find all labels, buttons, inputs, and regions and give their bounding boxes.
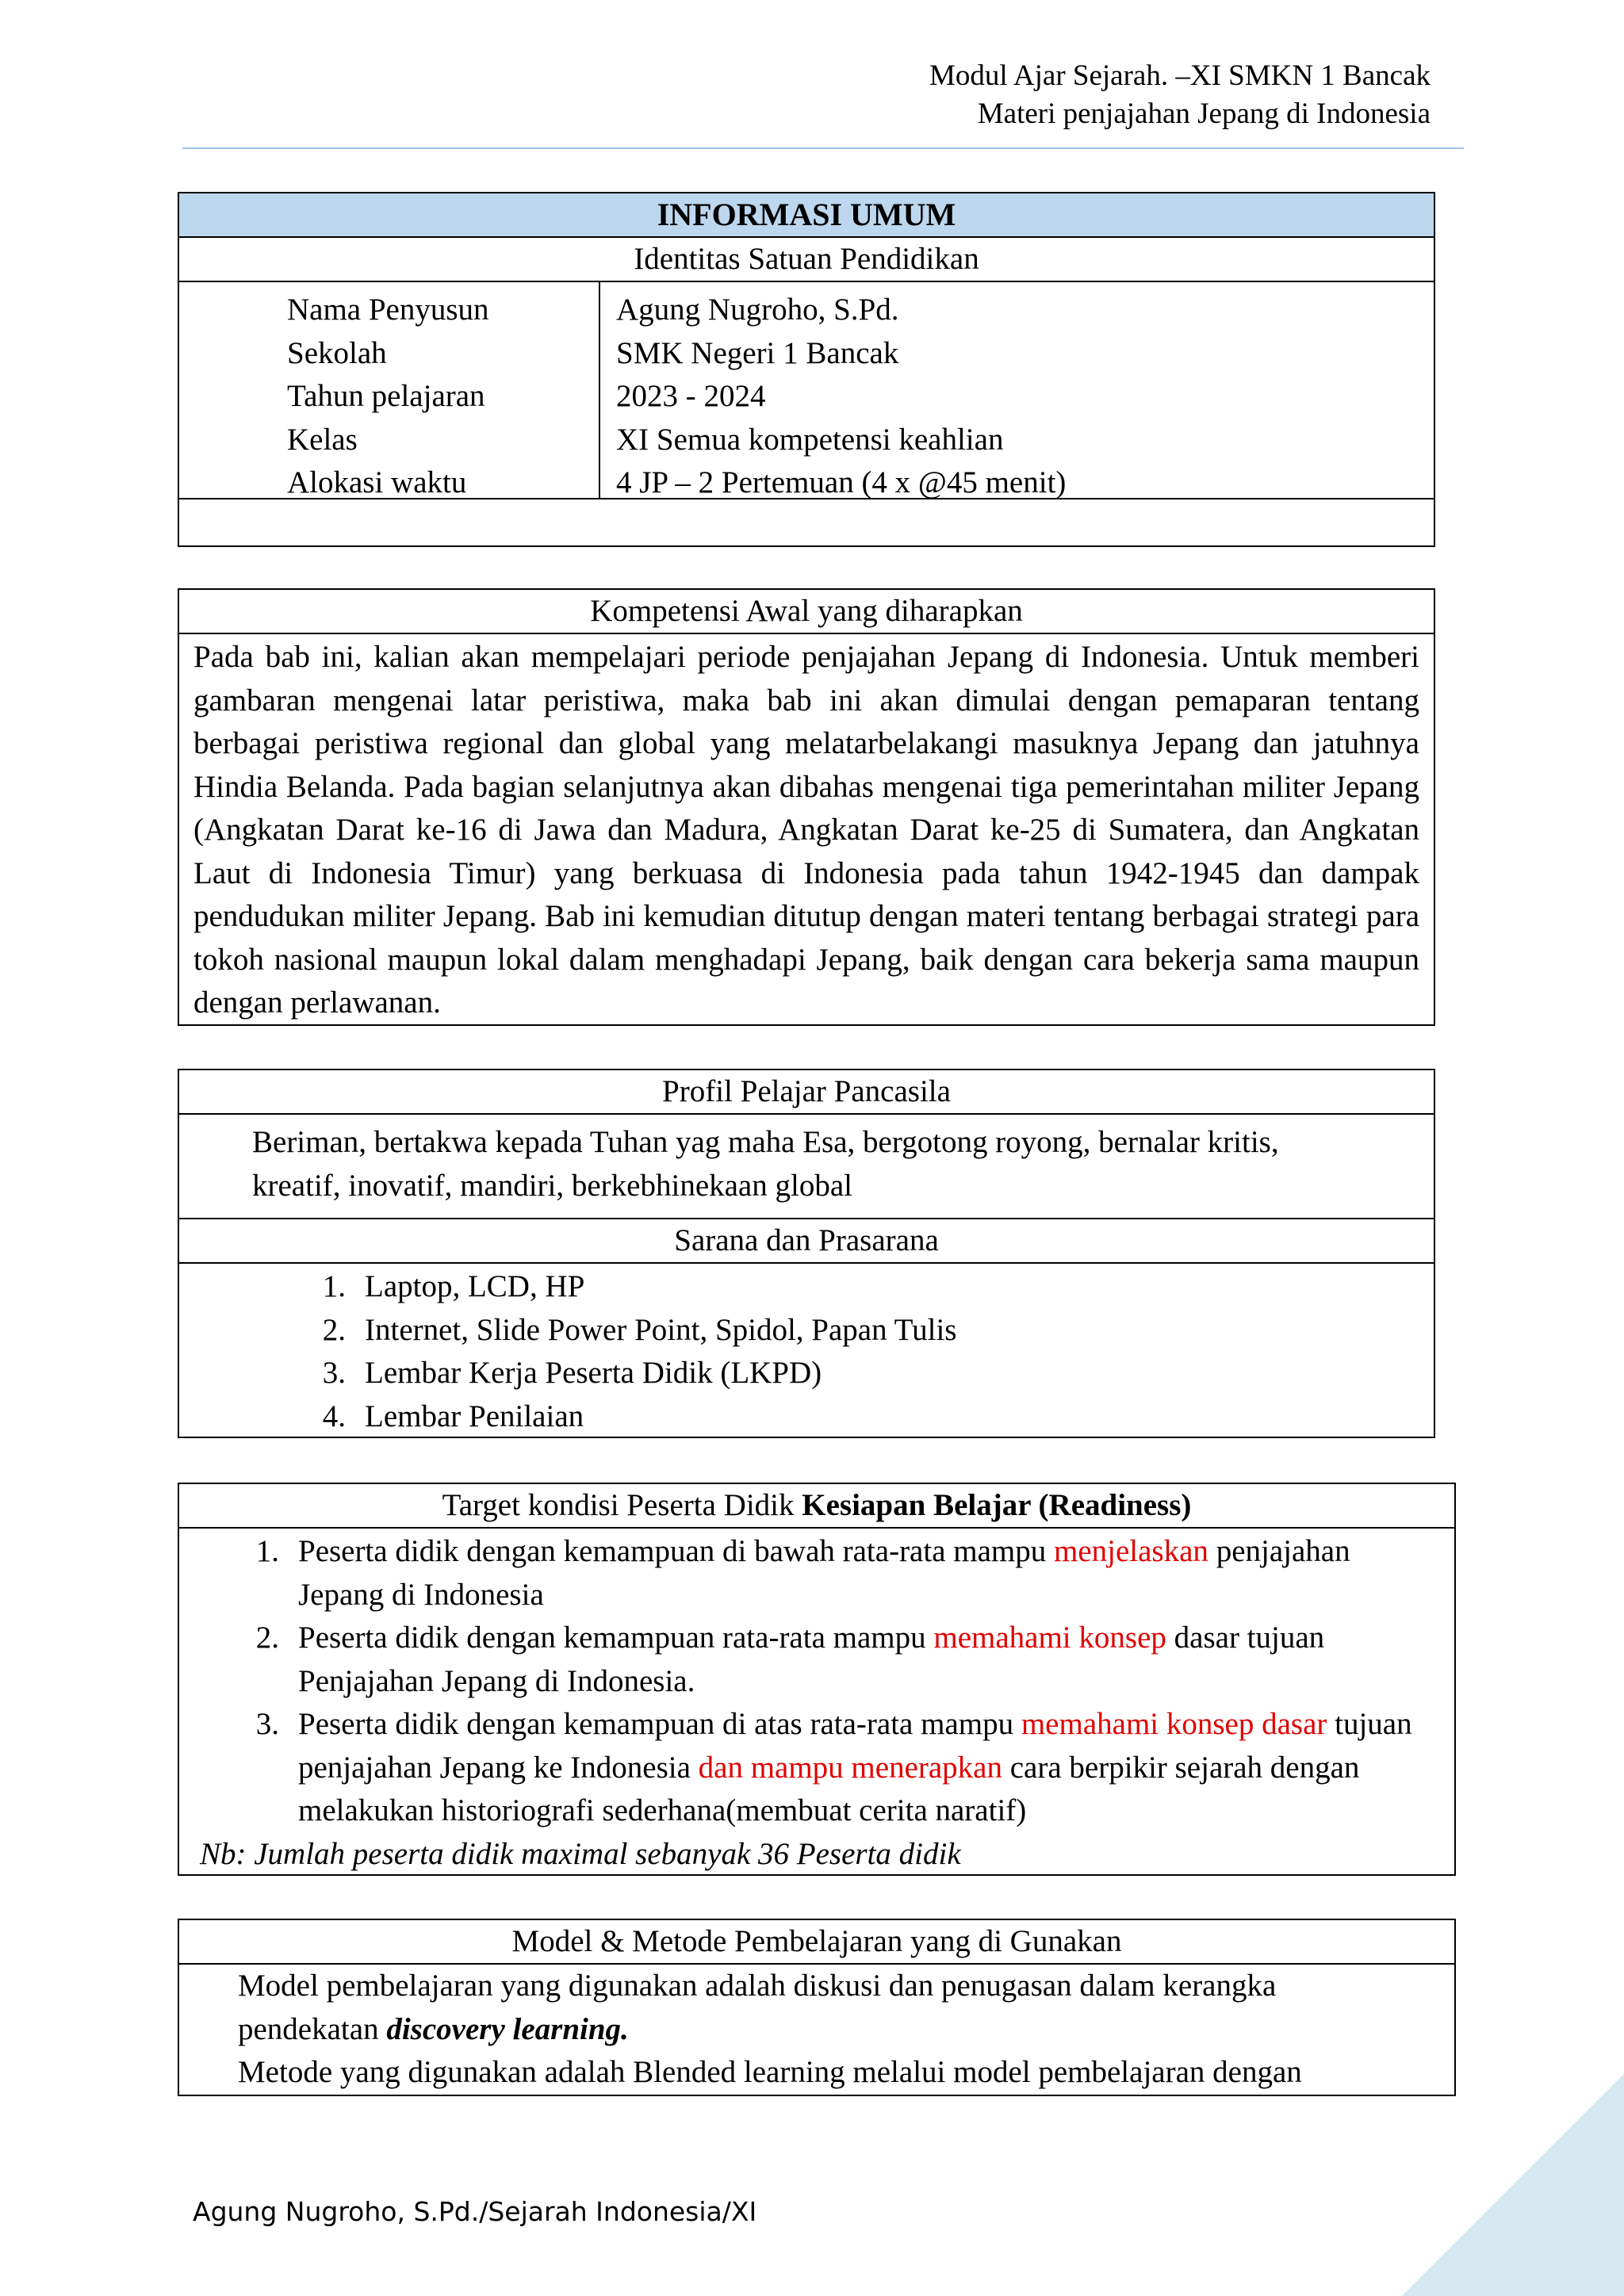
target-kondisi-content bbox=[179, 1529, 1454, 1876]
identitas-labels bbox=[179, 282, 600, 498]
page-header bbox=[929, 57, 1431, 133]
target-kondisi-table bbox=[178, 1483, 1456, 1876]
value-nama-penyusun: Agung Nugroho, S.Pd. bbox=[616, 293, 899, 327]
list-item: 3. Peserta didik dengan kemampuan di atas rata-rata mampu memahami konsep dasar tujuan penjajahan Jepang ke Indonesia dan mampu menerapkan cara berpikir sejarah dengan melakukan historiografi sederhana(membuat cerita naratif) bbox=[255, 1707, 1412, 1827]
label-nama-penyusun: Nama Penyusun bbox=[287, 293, 489, 327]
corner-triangle bbox=[1402, 2074, 1624, 2296]
corner-decoration bbox=[1291, 2058, 1624, 2296]
model-line-2: pendekatan discovery learning. bbox=[238, 2011, 629, 2046]
list-item: 2. Peserta didik dengan kemampuan rata-rata mampu memahami konsep dasar tujuan Penjajahan Jepang di Indonesia. bbox=[255, 1621, 1325, 1698]
value-alokasi-waktu: 4 JP – 2 Pertemuan (4 x @45 menit) bbox=[616, 465, 1067, 499]
label-tahun-pelajaran: Tahun pelajaran bbox=[287, 379, 485, 413]
kompetensi-awal-table bbox=[178, 588, 1435, 1026]
informasi-umum-table bbox=[178, 192, 1435, 547]
identitas-subtitle: Identitas Satuan Pendidikan bbox=[179, 238, 1434, 282]
profil-pelajar-table bbox=[178, 1069, 1435, 1438]
list-item: 4. Lembar Penilaian bbox=[322, 1399, 584, 1433]
sarana-title: Sarana dan Prasarana bbox=[179, 1219, 1434, 1264]
value-tahun-pelajaran: 2023 - 2024 bbox=[616, 379, 766, 413]
list-item: 1. Laptop, LCD, HP bbox=[322, 1269, 585, 1303]
footer-author: Agung Nugroho, S.Pd./Sejarah Indonesia/XI bbox=[193, 2196, 757, 2227]
label-sekolah: Sekolah bbox=[287, 335, 387, 370]
profil-pelajar-title: Profil Pelajar Pancasila bbox=[179, 1070, 1434, 1115]
model-metode-table bbox=[178, 1919, 1456, 2096]
sarana-list bbox=[298, 1265, 1434, 1438]
identitas-rows bbox=[179, 282, 1434, 499]
kompetensi-awal-title: Kompetensi Awal yang diharapkan bbox=[179, 590, 1434, 634]
profil-line-1: Beriman, bertakwa kepada Tuhan yag maha Esa, bergotong royong, bernalar kritis, bbox=[252, 1125, 1279, 1159]
model-line-3: Metode yang digunakan adalah Blended learning melalui model pembelajaran dengan bbox=[238, 2055, 1302, 2089]
model-metode-title: Model & Metode Pembelajaran yang di Gunakan bbox=[179, 1920, 1454, 1965]
label-kelas: Kelas bbox=[287, 422, 358, 457]
value-sekolah: SMK Negeri 1 Bancak bbox=[616, 335, 899, 370]
label-alokasi-waktu: Alokasi waktu bbox=[287, 465, 467, 499]
list-item: 2. Internet, Slide Power Point, Spidol, Papan Tulis bbox=[322, 1312, 957, 1347]
sarana-list-container bbox=[179, 1264, 1434, 1438]
profil-line-2: kreatif, inovatif, mandiri, berkebhinekaan global bbox=[252, 1168, 852, 1203]
model-metode-content bbox=[179, 1965, 1454, 2095]
target-list bbox=[232, 1530, 1423, 1833]
value-kelas: XI Semua kompetensi keahlian bbox=[616, 422, 1004, 457]
list-item: 1. Peserta didik dengan kemampuan di bawah rata-rata mampu menjelaskan penjajahan Jepang di Indonesia bbox=[255, 1534, 1350, 1612]
target-kondisi-title: Target kondisi Peserta Didik Kesiapan Belajar (Readiness) bbox=[179, 1484, 1454, 1529]
empty-row bbox=[179, 499, 1434, 544]
header-line-2: Materi penjajahan Jepang di Indonesia bbox=[977, 98, 1431, 130]
target-note: Nb: Jumlah peserta didik maximal sebanyak 36 Peserta didik bbox=[200, 1836, 961, 1871]
model-line-1: Model pembelajaran yang digunakan adalah diskusi dan penugasan dalam kerangka bbox=[238, 1969, 1277, 2003]
profil-pelajar-content bbox=[179, 1115, 1434, 1219]
list-item: 3. Lembar Kerja Peserta Didik (LKPD) bbox=[322, 1356, 822, 1390]
informasi-umum-title: INFORMASI UMUM bbox=[179, 193, 1434, 238]
kompetensi-awal-text: Pada bab ini, kalian akan mempelajari periode penjajahan Jepang di Indonesia. Untuk memberi gambaran mengenai latar peristiwa, maka bab ini akan dimulai dengan pemaparan tentang berbagai peristiwa regional dan global yang melatarbelakangi masuknya Jepang dan jatuhnya Hindia Belanda. Pada bagian selanjutnya akan dibahas mengenai tiga pemerintahan militer Jepang (Angkatan Darat ke-16 di Jawa dan Madura, Angkatan Darat ke-25 di Sumatera, dan Angkatan Laut di Indonesia Timur) yang berkuasa di Indonesia pada tahun 1942-1945 dan dampak pendudukan militer Jepang. Bab ini kemudian ditutup dengan materi tentang berbagai strategi para tokoh nasional maupun lokal dalam menghadapi Jepang, baik dengan cara bekerja sama maupun dengan perlawanan. bbox=[193, 640, 1419, 1020]
header-rule bbox=[182, 147, 1464, 149]
identitas-values bbox=[600, 282, 1434, 498]
header-line-1: Modul Ajar Sejarah. –XI SMKN 1 Bancak bbox=[929, 59, 1431, 92]
